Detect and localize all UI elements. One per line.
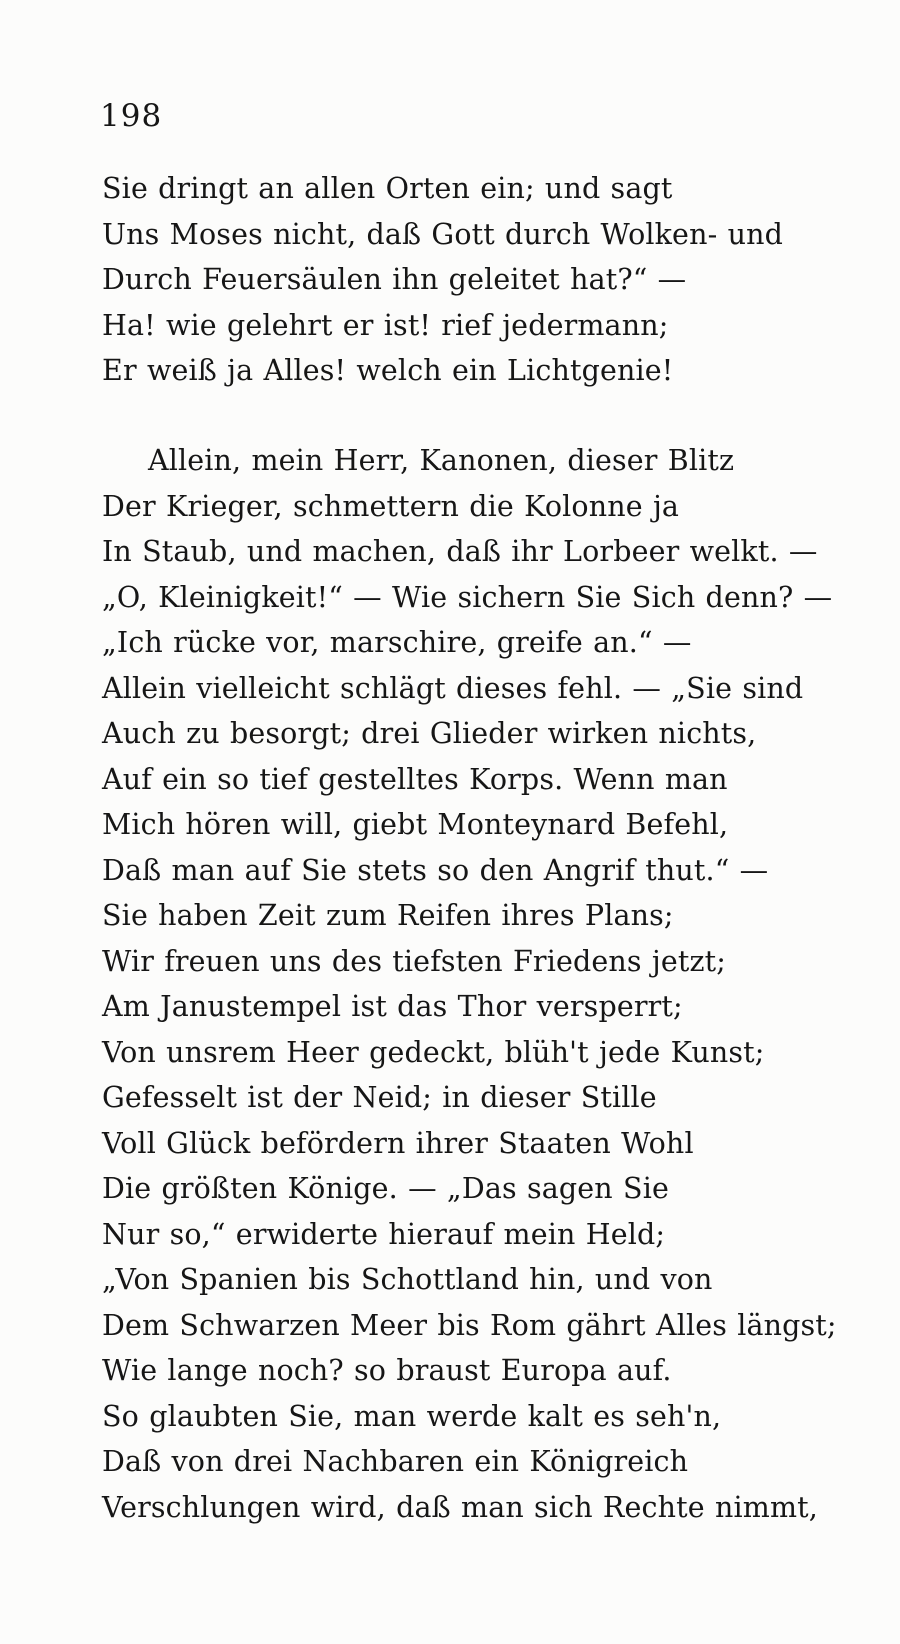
poem-line: „O, Kleinigkeit!“ — Wie sichern Sie Sich denn? — — [102, 580, 833, 614]
poem-line: Sie dringt an allen Orten ein; und sagt — [102, 172, 673, 205]
poem-line: Wie lange noch? so braust Europa auf. — [102, 1354, 672, 1387]
poem-line: „Von Spanien bis Schottland hin, und von — [102, 1263, 713, 1296]
poem-line: Von unsrem Heer gedeckt, blüh't jede Kunst; — [102, 1035, 765, 1069]
poem-line: Wir freuen uns des tiefsten Friedens jetzt; — [102, 944, 727, 978]
poem-line: Ha! wie gelehrt er ist! rief jedermann; — [102, 308, 669, 342]
poem-line: Uns Moses nicht, daß Gott durch Wolken- und — [102, 217, 783, 251]
poem-line: Auch zu besorgt; drei Glieder wirken nichts, — [102, 717, 757, 750]
poem-line: Voll Glück befördern ihrer Staaten Wohl — [102, 1126, 694, 1160]
poem-line-indented: Allein, mein Herr, Kanonen, dieser Blitz — [148, 444, 735, 477]
poem-line: Daß man auf Sie stets so den Angrif thut.“ — — [102, 853, 769, 887]
page-number: 198 — [100, 98, 163, 134]
poem-line: Am Janustempel ist das Thor versperrt; — [102, 990, 683, 1023]
poem-line: Sie haben Zeit zum Reifen ihres Plans; — [102, 899, 674, 932]
poem-line: Er weiß ja Alles! welch ein Lichtgenie! — [102, 354, 674, 387]
poem-line: Die größten Könige. — „Das sagen Sie — [102, 1172, 669, 1205]
poem-line: Allein vielleicht schlägt dieses fehl. — „Sie sind — [102, 671, 804, 705]
poem-line: So glaubten Sie, man werde kalt es seh'n, — [102, 1399, 722, 1433]
poem-line: In Staub, und machen, daß ihr Lorbeer welkt. — — [102, 535, 818, 568]
poem-line: Nur so,“ erwiderte hierauf mein Held; — [102, 1217, 666, 1251]
poem-line: „Ich rücke vor, marschire, greife an.“ — — [102, 626, 692, 659]
poem-line: Dem Schwarzen Meer bis Rom gährt Alles längst; — [102, 1308, 837, 1342]
poem-line: Auf ein so tief gestelltes Korps. Wenn man — [102, 762, 728, 796]
poem-line: Der Krieger, schmettern die Kolonne ja — [102, 489, 680, 523]
poem-stanza-2 — [102, 438, 837, 1530]
poem-line: Durch Feuersäulen ihn geleitet hat?“ — — [102, 263, 687, 296]
poem-line: Verschlungen wird, daß man sich Rechte nimmt, — [102, 1490, 818, 1524]
poem-line: Mich hören will, giebt Monteynard Befehl, — [102, 808, 729, 841]
poem-line: Gefesselt ist der Neid; in dieser Stille — [102, 1081, 657, 1114]
poem-line: Daß von drei Nachbaren ein Königreich — [102, 1445, 689, 1478]
poem-stanza-1 — [102, 166, 783, 394]
